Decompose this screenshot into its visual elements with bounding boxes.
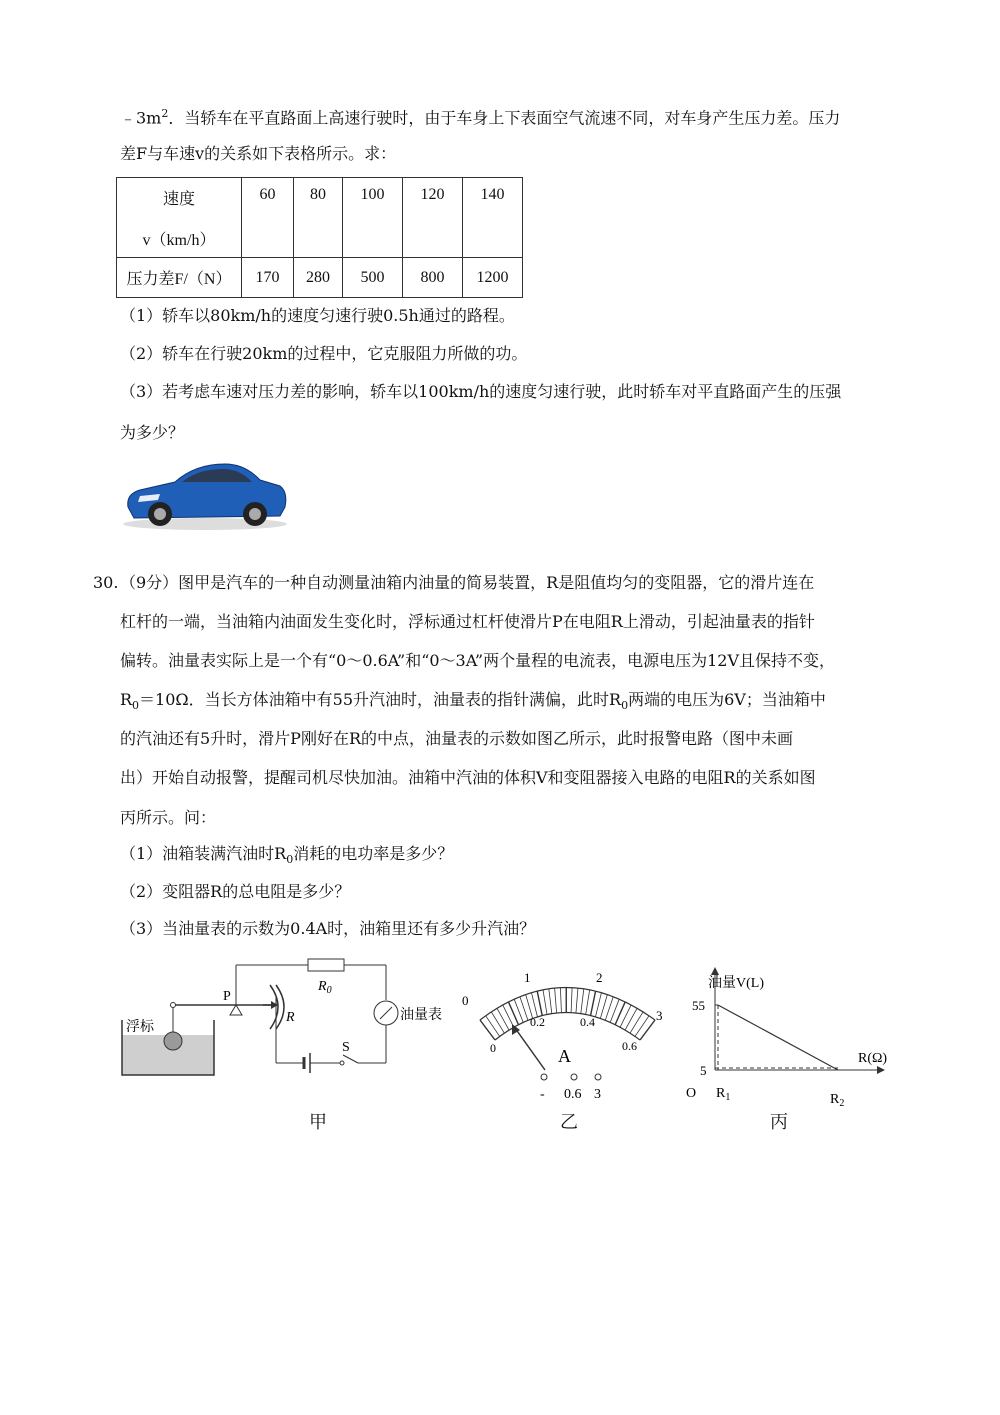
q30-text: （1）油箱装满汽油时R	[120, 844, 287, 863]
x-r2-label	[830, 1092, 844, 1109]
caption-jia: 甲	[309, 1112, 327, 1133]
dial-tick	[497, 1008, 509, 1030]
table-row-speed	[117, 178, 523, 258]
q30-text: 两端的电压为6V；当油箱中	[628, 690, 826, 709]
dial-tick	[625, 1008, 637, 1030]
intro-line-2: 差F与车速v的关系如下表格所示。求：	[120, 144, 397, 163]
y-tick-label: 5	[700, 1063, 707, 1078]
dial-tick	[491, 1012, 504, 1033]
r0-subscript: 0	[132, 699, 140, 713]
variable-resistor-r	[276, 985, 284, 1029]
dial-tick	[586, 990, 590, 1015]
r2-subscript: 2	[839, 1098, 845, 1109]
r0-symbol: R	[120, 690, 133, 709]
r0-resistor	[308, 959, 344, 971]
q30-sub2: （2）变阻器R的总电阻是多少？	[120, 882, 351, 901]
dial-tick	[503, 1005, 514, 1027]
terminal-icon	[595, 1074, 601, 1080]
figure-bing-graph	[680, 965, 900, 1110]
x-axis-arrow	[877, 1066, 885, 1074]
dial-tick	[560, 988, 561, 1013]
dial-tick	[480, 1020, 495, 1040]
x-r1-label	[716, 1086, 730, 1103]
r1-symbol: R	[716, 1086, 726, 1101]
q30-line-1: （9分）图甲是汽车的一种自动测量油箱内油量的简易装置，R是阻值均匀的变阻器，它的滑片连在	[120, 573, 815, 592]
dial-tick	[576, 988, 578, 1013]
switch-label: S	[342, 1040, 350, 1055]
dial-needle	[515, 1028, 545, 1070]
r-label: R	[286, 1010, 295, 1025]
dial-tick	[581, 989, 584, 1014]
dial-tick	[635, 1016, 649, 1037]
dial-tick	[630, 1012, 643, 1033]
car-illustration	[120, 452, 290, 532]
speed-force-table	[116, 177, 523, 298]
dial-tick	[537, 991, 542, 1015]
area-unit: ﹣3m	[120, 108, 162, 128]
table-header-speed	[117, 178, 242, 258]
terminal-icon	[541, 1074, 547, 1080]
area-unit-exponent: 2	[161, 107, 169, 120]
switch-contact	[340, 1061, 344, 1065]
r0-subscript: 0	[286, 853, 294, 867]
q30-line-2: 杠杆的一端，当油箱内油面发生变化时，浮标通过杠杆使滑片P在电阻R上滑动，引起油量表的指针	[120, 612, 815, 631]
dial-tick	[543, 990, 547, 1015]
vr-line	[718, 1005, 838, 1070]
lever-joint	[171, 1003, 176, 1008]
figure-jia-circuit	[118, 955, 463, 1080]
r0-subscript: 0	[621, 699, 629, 713]
x-axis-label: R(Ω)	[858, 1051, 888, 1066]
y-axis-arrow	[711, 967, 719, 975]
intro-text: ．当轿车在平直路面上高速行驶时，由于车身上下表面空气流速不同，对车身产生压力差。压力	[168, 108, 841, 128]
origin-label: O	[686, 1086, 697, 1101]
table-cell: 1200	[463, 258, 523, 298]
table-cell: 100	[343, 178, 403, 258]
dial-tick	[549, 989, 552, 1014]
q30-text: 消耗的电功率是多少？	[293, 844, 454, 863]
r0-symbol: R	[318, 979, 327, 994]
table-cell: 170	[242, 258, 294, 298]
q30-line-5: 的汽油还有5升时，滑片P刚好在R的中点，油量表的示数如图乙所示，此时报警电路（图中未画	[120, 729, 793, 748]
table-cell: 60	[242, 178, 294, 258]
ammeter-unit: A	[558, 1046, 571, 1066]
dial-tick	[555, 988, 557, 1013]
caption-yi: 乙	[560, 1112, 578, 1133]
q30-sub3: （3）当油量表的示数为0.4A时，油箱里还有多少升汽油？	[120, 919, 536, 938]
dial-tick	[571, 988, 572, 1013]
terminal-label: -	[540, 1087, 545, 1102]
dial-inner-tick-label: 0	[490, 1041, 496, 1055]
q30-text: ＝10Ω．当长方体油箱中有55升汽油时，油量表的指针满偏，此时R	[139, 690, 622, 709]
dial-tick	[600, 995, 607, 1019]
q30-line-4	[120, 690, 826, 716]
dial-inner-tick-label: 0.4	[580, 1015, 595, 1029]
y-axis-label: 油量V(L)	[708, 976, 764, 991]
dial-tick	[640, 1020, 655, 1040]
q29-sub2: （2）轿车在行驶20km的过程中，它克服阻力所做的功。	[120, 344, 528, 363]
table-cell: 280	[294, 258, 343, 298]
q30-line-7: 丙所示。问：	[120, 808, 217, 827]
header-speed-label: 速度	[162, 191, 195, 208]
table-cell: 800	[403, 258, 463, 298]
dial-top-tick-label: 3	[656, 1008, 663, 1023]
table-cell: 500	[343, 258, 403, 298]
dial-tick	[531, 993, 537, 1017]
dial-inner-tick-label: 0.2	[530, 1015, 545, 1029]
r0-label	[317, 979, 332, 996]
dial-tick	[595, 993, 601, 1017]
dial-top-tick-label: 1	[524, 970, 531, 985]
q29-sub3-line1: （3）若考虑车速对压力差的影响，轿车以100km/h的速度匀速行驶，此时轿车对平直路面产生的压强	[120, 382, 842, 401]
terminal-label: 3	[594, 1087, 601, 1102]
float-label: 浮标	[126, 1020, 154, 1035]
table-row-force	[117, 258, 523, 298]
dial-tick	[591, 991, 596, 1015]
dial-top-tick-label: 2	[596, 970, 603, 985]
dial-tick	[486, 1016, 500, 1037]
dial-top-tick-label: 0	[462, 993, 469, 1008]
dial-outer-arc	[480, 988, 655, 1021]
meter-label: 油量表	[400, 1008, 442, 1023]
table-cell: 80	[294, 178, 343, 258]
terminal-label: 0.6	[564, 1087, 582, 1102]
q30-sub1	[120, 844, 453, 870]
terminal-icon	[571, 1074, 577, 1080]
figure-yi-ammeter	[460, 960, 690, 1110]
switch-s	[343, 1055, 358, 1063]
p-label: P	[223, 989, 231, 1004]
r2-symbol: R	[830, 1092, 840, 1107]
q29-sub1: （1）轿车以80km/h的速度匀速行驶0.5h通过的路程。	[120, 306, 515, 325]
float-ball	[164, 1032, 182, 1050]
y-tick-label: 55	[692, 998, 705, 1013]
header-speed-unit: v（km/h）	[142, 232, 216, 249]
q30-line-3: 偏转。油量表实际上是一个有“0～0.6A”和“0～3A”两个量程的电流表，电源电压为12V且保持不变，	[120, 651, 836, 670]
q29-sub3-line2: 为多少？	[120, 423, 185, 442]
dial-inner-tick-label: 0.6	[622, 1039, 637, 1053]
intro-line-1	[120, 104, 840, 128]
table-cell: 140	[463, 178, 523, 258]
caption-bing: 丙	[770, 1112, 788, 1133]
table-header-force: 压力差F/（N）	[117, 258, 242, 298]
r1-subscript: 1	[725, 1092, 731, 1103]
q30-number: 30.	[93, 573, 119, 592]
pivot	[230, 1005, 242, 1015]
q30-line-6: 出）开始自动报警，提醒司机尽快加油。油箱中汽油的体积V和变阻器接入电路的电阻R的关系如图	[120, 768, 816, 787]
table-cell: 120	[403, 178, 463, 258]
r0-subscript: 0	[326, 985, 332, 996]
